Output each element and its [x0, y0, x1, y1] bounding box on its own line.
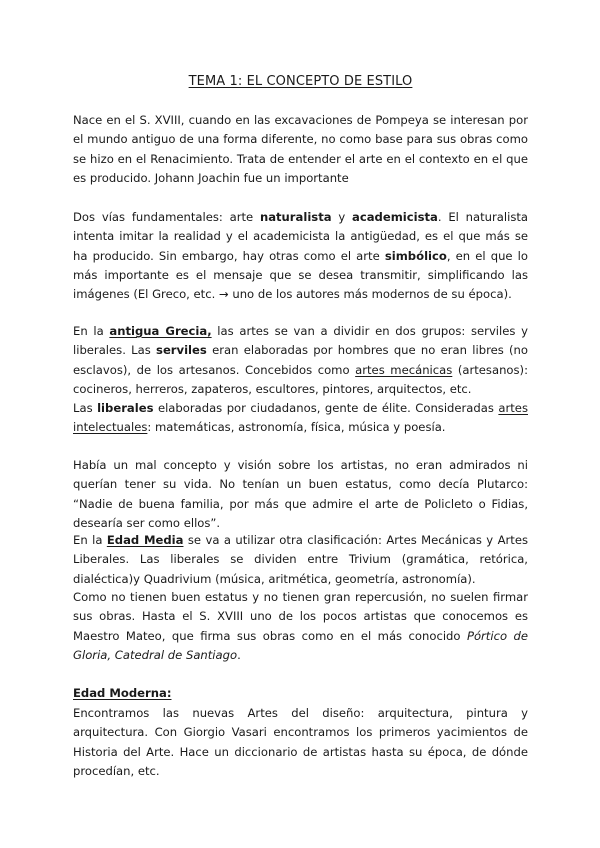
- term-artes-mecanicas: artes mecánicas: [355, 362, 453, 377]
- paragraph-estatus: Como no tienen buen estatus y no tienen gran repercusión, no suelen firmar sus obras. Hasta el S. XVIII uno de los pocos artistas que conocemos es Maestro Mateo, que firma sus obras como en el más conocido Pórtico de Gloria, Catedral de Santiago.: [73, 590, 528, 662]
- term-edad-media: Edad Media: [106, 533, 184, 547]
- term-serviles: serviles: [156, 343, 207, 358]
- term-simbolico: simbólico: [384, 248, 447, 263]
- paragraph-origin-text: Nace en el S. XVIII, cuando en las excavaciones de Pompeya se interesan por el mundo antiguo de una forma diferente, no como base para sus obras como se hizo en el Renacimiento. Trata de entender el arte en el contexto en el que es producido. Johann Joachin fue un importante: [73, 113, 528, 185]
- paragraph-vias: Dos vías fundamentales: arte naturalista y academicista. El naturalista intenta imitar la realidad y el academicista la antigüedad, es el que más se ha producido. Sin embargo, hay otras como el arte simbólico, en el que lo más importante es el mensaje que se desea transmitir, simplificando las imágenes (El Greco, etc. → uno de los autores más modernos de su época).: [73, 210, 529, 302]
- paragraph-liberales: Las liberales elaboradas por ciudadanos, gente de élite. Consideradas artes intelectuales: matemáticas, astronomía, física, música y poesía.: [73, 401, 528, 435]
- term-naturalista: naturalista: [259, 210, 332, 224]
- paragraph-concepto-text: Había un mal concepto y visión sobre los artistas, no eran admirados ni querían tener su vida. No tenían un buen estatus, como decía Plutarco: “Nadie de buena familia, por más que admire el arte de Policleto o Fidias, desearía ser como ellos”.: [73, 458, 528, 530]
- work-portico-gloria: Pórtico de Gloria, Catedral de Santiago: [73, 628, 528, 662]
- paragraph-edad-media: En la Edad Media se va a utilizar otra clasificación: Artes Mecánicas y Artes Liberales. Las liberales se dividen entre Trivium (gramática, retórica, dialéctica)y Quadrivium (música, aritmética, geometría, astronomía).: [73, 533, 528, 586]
- paragraph-edad-moderna: [73, 704, 528, 781]
- term-liberales: liberales: [97, 401, 154, 415]
- paragraph-moderna-text: Encontramos las nuevas Artes del diseño: arquitectura, pintura y arquitectura. Con Giorgio Vasari encontramos los primeros yacimientos de Historia del Arte. Hace un diccionario de artistas hasta su época, de dónde procedían, etc.: [73, 706, 528, 778]
- paragraph-concepto-artistas: [73, 456, 528, 533]
- term-antigua-grecia: antigua Grecia,: [109, 324, 212, 338]
- term-academicista: academicista: [352, 210, 438, 224]
- page-title: TEMA 1: EL CONCEPTO DE ESTILO: [188, 74, 413, 89]
- paragraph-grecia: En la antigua Grecia, las artes se van a dividir en dos grupos: serviles y liberales. Las serviles eran elaboradas por hombres que no eran libres (no esclavos), de los artesanos. Concebidos como artes mecánicas (artesanos): cocineros, herreros, zapateros, escultores, pintores, arquitectos, etc.: [73, 324, 528, 396]
- heading-edad-moderna: Edad Moderna:: [73, 686, 172, 700]
- paragraph-origin: [73, 111, 528, 188]
- term-artes-intelectuales: artes intelectuales: [73, 401, 528, 435]
